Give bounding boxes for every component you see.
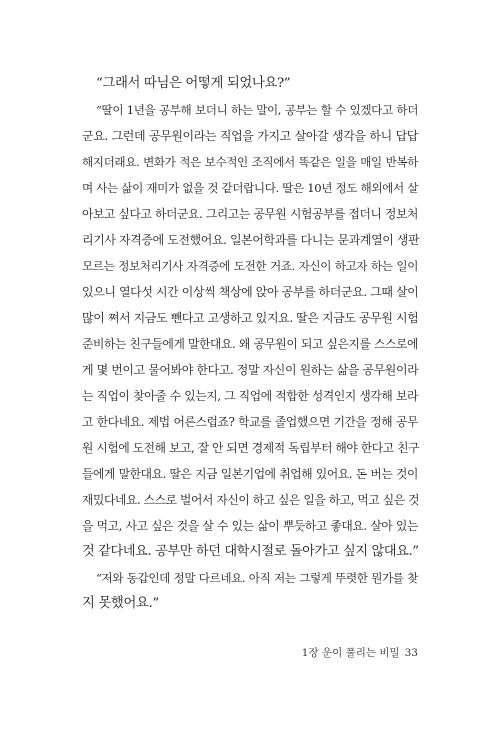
body-line: 군요. 그런데 공무원이라는 직업을 가지고 살아갈 생각을 하니 답답: [82, 129, 418, 143]
page-number: 33: [404, 647, 418, 659]
body-line: 것 같다네요. 공부만 하던 대학시절로 돌아가고 싶지 않대요.”: [82, 544, 419, 559]
body-line: 모르는 정보처리기사 자격증에 도전한 거죠. 자신이 하고자 하는 일이: [82, 259, 418, 273]
chapter-title: 1장 운이 풀리는 비밀: [301, 647, 400, 659]
dialogue-reply: “저와 동갑인데 정말 다르네요. 아직 저는 그렇게 뚜렷한 뭔가를 찾: [96, 571, 418, 585]
body-line: 준비하는 친구들에게 말한대요. 왜 공무원이 되고 싶은지를 스스로에: [82, 337, 418, 351]
body-line: 며 사는 삶이 재미가 없을 것 같더랍니다. 딸은 10년 정도 해외에서 살: [82, 181, 418, 195]
body-line: 들에게 말한대요. 딸은 지금 일본기업에 취업해 있어요. 돈 버는 것이: [82, 467, 418, 481]
body-line: 해지더래요. 변화가 적은 보수적인 조직에서 똑같은 일을 매일 반복하: [82, 155, 418, 169]
dialogue-question: “그래서 따님은 어떻게 되었나요?”: [96, 76, 291, 91]
body-line: 고 한다네요. 제법 어른스럽죠? 학교를 졸업했으면 기간을 정해 공무: [82, 415, 418, 429]
body-line: 많이 쪄서 지금도 뺀다고 고생하고 있지요. 딸은 지금도 공무원 시험: [82, 311, 419, 325]
body-line: 있으니 열다섯 시간 이상씩 책상에 앉아 공부를 하더군요. 그때 살이: [82, 285, 419, 299]
body-line: 게 몇 번이고 물어봐야 한다고. 정말 자신이 원하는 삶을 공무원이라: [82, 363, 419, 377]
body-line: 리기사 자격증에 도전했어요. 일본어학과를 다니는 문과계열이 생판: [82, 233, 420, 247]
body-line: 원 시험에 도전해 보고, 잘 안 되면 경제적 독립부터 해야 한다고 친구: [82, 441, 420, 455]
body-line: 을 먹고, 사고 싶은 것을 살 수 있는 삶이 뿌듯하고 좋대요. 살아 있는: [82, 519, 418, 533]
page-footer: [302, 646, 418, 660]
body-line: 는 직업이 찾아줄 수 있는지, 그 직업에 적합한 성격인지 생각해 보라: [82, 389, 418, 403]
body-line: 아보고 싶다고 하더군요. 그리고는 공무원 시험공부를 접더니 정보처: [82, 207, 418, 221]
body-line: “딸이 1년을 공부해 보더니 하는 말이, 공부는 할 수 있겠다고 하더: [96, 103, 418, 117]
dialogue-reply-end: 지 못했어요.”: [82, 596, 159, 611]
body-line: 재밌다네요. 스스로 벌어서 자신이 하고 싶은 일을 하고, 먹고 싶은 것: [82, 493, 420, 507]
